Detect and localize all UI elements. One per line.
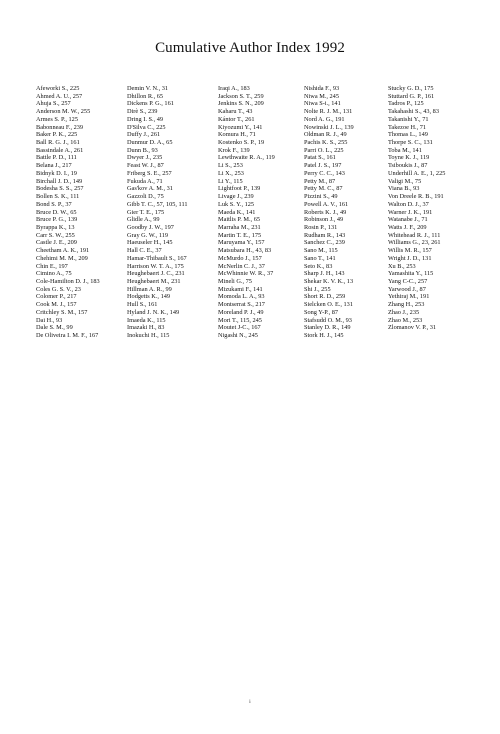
author-entry: Dirè S., 239 [127, 108, 158, 116]
author-entry: Chin E., 197 [36, 262, 68, 270]
author-entry: Bollen S. K., 111 [36, 193, 80, 201]
author-entry: Parri O. L., 225 [304, 146, 344, 154]
author-entry: Wright J. D., 131 [388, 254, 432, 262]
author-entry: Moreland P. J., 49 [218, 308, 264, 316]
author-entry: McNerlin C. J., 37 [218, 262, 265, 270]
author-entry: Rudham R., 143 [304, 231, 346, 239]
author-entry: Babonneau F., 239 [36, 123, 84, 131]
author-entry: Mizukami F., 141 [218, 285, 263, 293]
author-entry: Sharp J. H., 143 [304, 270, 345, 278]
author-entry: Stanley D. R., 149 [304, 324, 351, 332]
author-entry: Gibb T. C., 57, 105, 111 [127, 200, 188, 208]
author-entry: Jackson S. T., 259 [218, 92, 264, 100]
author-entry: Dickens P. G., 161 [127, 100, 174, 108]
author-entry: Maitlis P. M., 65 [218, 216, 260, 224]
author-entry: Feast W. J., 87 [127, 162, 164, 170]
author-entry: Maruyama Y., 157 [218, 239, 265, 247]
author-entry: Hillman A. R., 99 [127, 285, 172, 293]
author-entry: Toba M., 141 [388, 146, 422, 154]
author-entry: Hamar-Thibault S., 167 [127, 254, 187, 262]
author-entry: D'Silva C., 225 [127, 123, 166, 131]
author-entry: Gier T. E., 175 [127, 208, 165, 216]
index-title: Cumulative Author Index 1992 [155, 40, 345, 56]
author-entry: Li S., 253 [218, 162, 243, 170]
author-entry: Stuttard G. P., 161 [388, 92, 435, 100]
author-entry: Nishida F., 93 [304, 85, 340, 92]
author-entry: Xu B., 253 [388, 262, 416, 270]
author-entry: Duffy J., 261 [127, 131, 161, 139]
author-entry: Heughebaert J. C., 231 [127, 270, 185, 278]
author-entry: Dale S. M., 99 [36, 324, 73, 332]
author-entry: Livage J., 239 [218, 193, 254, 201]
author-entry: Zhao J., 235 [388, 308, 420, 316]
author-entry: Takahashi S., 43, 83 [388, 108, 439, 116]
author-entry: Byrappa K., 13 [36, 223, 75, 231]
author-entry: Coles G. S. V., 23 [36, 285, 81, 293]
author-entry: Zhang H., 253 [388, 301, 425, 309]
author-entry: Watanabe J., 71 [388, 216, 428, 224]
author-entry: Dunmur D. A., 65 [127, 139, 173, 147]
author-entry: Lightfoot P., 139 [218, 185, 261, 193]
author-entry: Montserrat S., 217 [218, 301, 265, 309]
index-column-3 [218, 85, 275, 340]
author-entry: Harrison W. T. A., 175 [127, 262, 184, 270]
author-entry: Birchall J. D., 149 [36, 177, 83, 185]
author-entry: Von Dreele R. B., 191 [388, 193, 444, 201]
author-entry: Mori T., 115, 245 [218, 316, 262, 324]
index-column-4 [304, 85, 354, 340]
author-entry: Jenkins S. N., 209 [218, 100, 264, 108]
author-entry: Thorpe S. C., 131 [388, 139, 433, 147]
author-entry: Ball R. G. J., 161 [36, 139, 80, 147]
author-entry: Song Y-P., 87 [304, 308, 339, 316]
author-entry: Demin V. N., 31 [127, 85, 169, 92]
author-entry: Colomer P., 217 [36, 293, 77, 301]
author-entry: Mineli G., 75 [218, 277, 252, 285]
author-entry: Walton D. J., 37 [388, 200, 429, 208]
author-entry: Perry C. C., 143 [304, 169, 345, 177]
author-entry: Hyland J. N. K., 149 [127, 308, 180, 316]
author-entry: Seto K., 83 [304, 262, 333, 270]
author-entry: Bassindale A., 261 [36, 146, 84, 154]
author-entry: Iraqi A., 183 [218, 85, 250, 92]
author-entry: Watts J. F., 209 [388, 223, 427, 231]
author-entry: Li X., 253 [218, 169, 244, 177]
author-entry: Dunn B., 93 [127, 146, 158, 154]
author-entry: Rosin P., 131 [304, 223, 338, 231]
author-entry: Krok F., 139 [218, 146, 250, 154]
author-entry: Niwa S-i., 141 [304, 100, 341, 108]
author-entry: Ahmed A. U., 257 [36, 92, 83, 100]
author-entry: McWhinnie W. R., 37 [218, 270, 274, 278]
author-entry: Afeworki S., 225 [36, 85, 80, 92]
author-entry: Gray G. W., 119 [127, 231, 169, 239]
author-entry: Carr S. W., 255 [36, 231, 75, 239]
author-entry: Pachis K. S., 255 [304, 139, 348, 147]
author-entry: Hull S., 161 [127, 301, 158, 309]
author-entry: Tadros P., 125 [388, 100, 424, 108]
author-entry: Bidnyk D. I., 19 [36, 169, 77, 177]
author-entry: Belana J., 217 [36, 162, 72, 170]
author-entry: Viana B., 93 [388, 185, 420, 193]
author-entry: Matsubara H., 43, 83 [218, 247, 272, 255]
author-entry: Petty M., 87 [304, 177, 336, 185]
author-entry: Goodby J. W., 197 [127, 223, 174, 231]
author-entry: Toyne K. J., 119 [388, 154, 430, 162]
author-entry: Oldman R. J., 49 [304, 131, 347, 139]
author-entry: Dhillon R., 65 [127, 92, 164, 100]
author-entry: Yethiraj M., 191 [388, 293, 430, 301]
author-entry: Bodesha S. S., 257 [36, 185, 84, 193]
author-entry: Kántor T., 261 [218, 115, 255, 123]
author-entry: Komura H., 71 [218, 131, 256, 139]
author-entry: De Oliveira I. M. F., 167 [36, 332, 99, 339]
author-entry: Kiyozumi Y., 141 [218, 123, 263, 131]
author-entry: Lewthwaite R. A., 119 [218, 154, 275, 162]
author-entry: Willis M. R., 157 [388, 247, 432, 255]
author-entry: Yarwood J., 87 [388, 285, 426, 293]
author-entry: Dai H., 93 [36, 316, 63, 324]
author-entry: Robinson J., 49 [304, 216, 344, 224]
author-entry: Williams G., 23, 261 [388, 239, 441, 247]
author-entry: Heughebaert M., 231 [127, 277, 181, 285]
author-entry: Chehimi M. M., 209 [36, 254, 88, 262]
author-entry: Friberg S. E., 257 [127, 169, 172, 177]
author-entry: Patel J. S., 197 [304, 162, 342, 170]
author-entry: Nowinski J. L., 139 [304, 123, 354, 131]
author-entry: Haeuseler H., 145 [127, 239, 173, 247]
author-entry: Tsiboukis J., 87 [388, 162, 428, 170]
author-entry: Short R. D., 259 [304, 293, 346, 301]
page-number: i [249, 700, 251, 705]
author-entry: Maeda K., 141 [218, 208, 256, 216]
author-entry: McMurdo J., 157 [218, 254, 262, 262]
author-entry: Gas'kov A. M., 31 [127, 185, 173, 193]
author-entry: Nigashi N., 245 [218, 332, 258, 339]
author-entry: Inokuchi H., 115 [127, 332, 170, 339]
author-entry: Castle J. E., 209 [36, 239, 77, 247]
author-entry: Zhao M., 253 [388, 316, 423, 324]
author-entry: Nolte R. J. M., 131 [304, 108, 353, 116]
author-entry: Bruce D. W., 65 [36, 208, 77, 216]
author-entry: Underhill A. E., 1, 225 [388, 169, 446, 177]
author-entry: Dring I. S., 49 [127, 115, 164, 123]
author-entry: Cimino A., 75 [36, 270, 72, 278]
author-entry: Sielcken O. E., 131 [304, 301, 353, 309]
author-entry: Pizzini S., 49 [304, 193, 338, 201]
author-entry: Gazzoli D., 75 [127, 193, 164, 201]
author-entry: Roberts K. J., 49 [304, 208, 347, 216]
author-entry: Niwa M., 245 [304, 92, 339, 100]
author-entry: Moutet J-C., 167 [218, 324, 261, 332]
author-entry: Cheetham A. K., 191 [36, 247, 90, 255]
author-entry: Kostenko S. P., 19 [218, 139, 265, 147]
author-entry: Thomas L., 149 [388, 131, 428, 139]
author-entry: Fukuda A., 71 [127, 177, 163, 185]
index-column-1 [36, 85, 100, 340]
author-entry: Hall C. E., 37 [127, 247, 162, 255]
author-entry: Marraha M., 231 [218, 223, 261, 231]
author-entry: Luk S. Y., 125 [218, 200, 255, 208]
author-entry: Bruce P. G., 139 [36, 216, 78, 224]
author-entry: Yang C-C., 257 [388, 277, 428, 285]
author-entry: Takezoe H., 71 [388, 123, 427, 131]
author-entry: Critchley S. M., 157 [36, 308, 88, 316]
author-entry: Nord A. G., 191 [304, 115, 345, 123]
author-entry: Kaharu T., 43 [218, 108, 253, 116]
index-column-5 [388, 85, 445, 332]
author-entry: Ahuja S., 257 [36, 100, 71, 108]
author-entry: Armes S. P., 125 [36, 115, 78, 123]
author-entry: Li Y., 115 [218, 177, 243, 185]
author-entry: Battle P. D., 111 [36, 154, 77, 162]
author-entry: Sano T., 141 [304, 254, 336, 262]
author-entry: Baker P. K., 225 [36, 131, 78, 139]
author-entry: Anderson M. W., 255 [36, 108, 91, 116]
author-entry: Zlomanov V. P., 31 [388, 324, 437, 332]
author-entry: Imazaki H., 83 [127, 324, 165, 332]
index-column-2 [127, 85, 188, 340]
author-entry: Dwyer J., 235 [127, 154, 163, 162]
author-entry: Cook M. J., 157 [36, 301, 77, 309]
author-entry: Momoda L. A., 93 [218, 293, 265, 301]
author-entry: Powell A. V., 161 [304, 200, 349, 208]
author-entry: Glidle A., 99 [127, 216, 160, 224]
author-entry: Stafsudd O. M., 93 [304, 316, 352, 324]
author-entry: Hodgetts K., 149 [127, 293, 171, 301]
author-entry: Takanishi Y., 71 [388, 115, 429, 123]
author-entry: Sano M., 115 [304, 247, 338, 255]
author-entry: Petty M. C., 87 [304, 185, 343, 193]
author-entry: Yamashita Y., 115 [388, 270, 434, 278]
author-entry: Sanchez C., 239 [304, 239, 345, 247]
author-entry: Bond S. P., 37 [36, 200, 72, 208]
author-entry: Whitehead R. J., 111 [388, 231, 441, 239]
author-entry: Cole-Hamilton D. J., 183 [36, 277, 100, 285]
author-entry: Patat S., 161 [304, 154, 336, 162]
author-entry: Shi J., 255 [304, 285, 331, 293]
author-entry: Shekar K. V. K., 13 [304, 277, 354, 285]
author-entry: Imaeda K., 115 [127, 316, 166, 324]
author-entry: Stucky G. D., 175 [388, 85, 434, 92]
author-entry: Stork H. J., 145 [304, 332, 344, 339]
author-entry: Martin T. E., 175 [218, 231, 262, 239]
author-entry: Valigi M., 75 [388, 177, 422, 185]
author-entry: Warner J. K., 191 [388, 208, 433, 216]
